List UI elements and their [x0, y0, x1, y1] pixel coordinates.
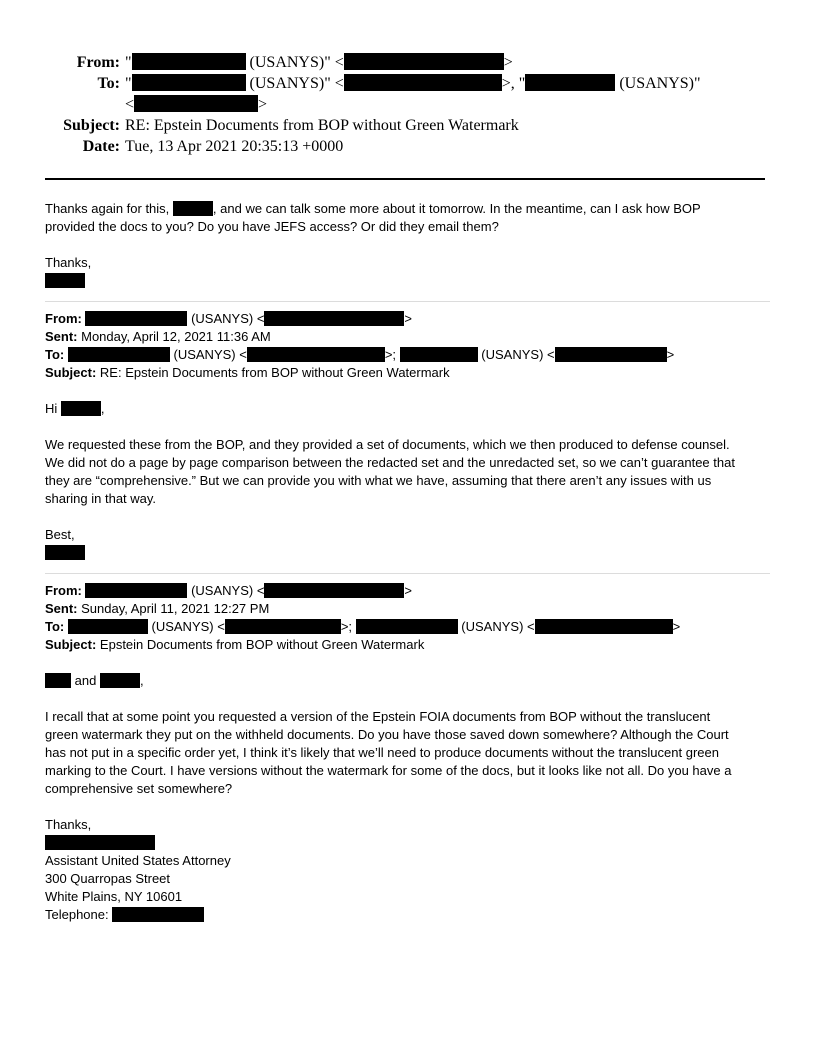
email-header: [45, 52, 775, 157]
message2-body-line: We did not do a page by page comparison between the redacted set and the unredacted set, so we can’t guarantee that: [45, 455, 735, 470]
header-subject-row: [45, 115, 775, 136]
header-from-row: From: " (USANYS)" < >: [45, 52, 775, 73]
signature-street: 300 Quarropas Street: [45, 871, 171, 886]
redaction: [344, 53, 504, 70]
signature-title: Assistant United States Attorney: [45, 853, 231, 868]
message2-greeting: Hi ,: [45, 401, 105, 416]
redaction: [132, 74, 246, 91]
message3-from: From: (USANYS) < >: [45, 583, 413, 598]
message3-signoff: Thanks,: [45, 817, 92, 832]
redaction: [45, 545, 85, 560]
message3-to: To: (USANYS) < >; (USANYS) < >: [45, 619, 681, 634]
header-to-label: To:: [97, 75, 120, 92]
redaction: [45, 835, 155, 850]
message-separator: [45, 573, 770, 574]
redaction: [45, 273, 85, 288]
header-from-suffix: (USANYS)" <: [249, 54, 344, 71]
message2-body-line: sharing in that way.: [45, 491, 157, 506]
redaction: [356, 619, 458, 634]
message3-subject: Subject: Epstein Documents from BOP without Green Watermark: [45, 637, 425, 652]
redaction: [525, 74, 615, 91]
message2-signoff: Best,: [45, 527, 75, 542]
message2-subject: Subject: RE: Epstein Documents from BOP without Green Watermark: [45, 365, 450, 380]
redaction: [247, 347, 385, 362]
message2-from: From: (USANYS) < >: [45, 311, 413, 326]
message3-body-line: I recall that at some point you requested a version of the Epstein FOIA documents from BOP without the translucent: [45, 709, 711, 724]
message1-signature: [45, 272, 770, 290]
header-divider: [45, 178, 765, 180]
header-date-label: Date:: [82, 138, 120, 155]
redaction: [225, 619, 341, 634]
header-subject-label: Subject:: [63, 117, 120, 134]
redaction: [68, 619, 148, 634]
redaction: [535, 619, 673, 634]
redaction: [134, 95, 258, 112]
message2-body-line: they are “comprehensive.” But we can provide you with what we have, assuming that there aren’t any issues with us: [45, 473, 712, 488]
redaction: [264, 311, 404, 326]
message3-sent: Sent: Sunday, April 11, 2021 12:27 PM: [45, 601, 270, 616]
redaction: [344, 74, 502, 91]
header-date: Tue, 13 Apr 2021 20:35:13 +0000: [125, 138, 344, 155]
message2-body-line: We requested these from the BOP, and they provided a set of documents, which we then produced to defense counsel.: [45, 437, 730, 452]
message3-body-line: green watermark they put on the withheld documents. Do you have those saved down somewhere? Although the Court: [45, 727, 729, 742]
redaction: [400, 347, 478, 362]
message2-signature: [45, 544, 770, 562]
redaction: [85, 583, 187, 598]
message3-signer-name: [45, 834, 770, 852]
message2-sent: Sent: Monday, April 12, 2021 11:36 AM: [45, 329, 271, 344]
redaction: [264, 583, 404, 598]
message3-greeting: and ,: [45, 672, 770, 690]
header-to-suffix: (USANYS)" <: [249, 75, 344, 92]
header-subject: RE: Epstein Documents from BOP without Green Watermark: [125, 117, 519, 134]
email-body: [45, 200, 770, 924]
header-from-label: From:: [76, 54, 120, 71]
signature-telephone: Telephone:: [45, 906, 770, 924]
redaction: [85, 311, 187, 326]
redaction: [45, 673, 71, 688]
redaction: [555, 347, 667, 362]
signature-city: White Plains, NY 10601: [45, 889, 183, 904]
redaction: [112, 907, 204, 922]
redaction: [100, 673, 140, 688]
header-to-second-suffix: (USANYS)": [619, 75, 701, 92]
redaction: [61, 401, 101, 416]
header-date-row: [45, 136, 775, 157]
message-separator: [45, 301, 770, 302]
header-to-row: To: " (USANYS)" < >, " (USANYS)" < >: [45, 73, 775, 115]
redaction: [173, 201, 213, 216]
message2-to: To: (USANYS) < >; (USANYS) < >: [45, 347, 675, 362]
redaction: [132, 53, 246, 70]
message3-body-line: has not put in a specific order yet, I think it’s likely that we’ll need to produce documents without the translucent green: [45, 745, 719, 760]
message3-body-line: comprehensive set somewhere?: [45, 781, 233, 796]
redaction: [68, 347, 170, 362]
message1-line2: provided the docs to you? Do you have JEFS access? Or did they email them?: [45, 219, 499, 234]
message1-line1: Thanks again for this, , and we can talk some more about it tomorrow. In the meantime, can I ask how BOP: [45, 201, 701, 216]
message1-signoff: Thanks,: [45, 255, 92, 270]
message3-body-line: marking to the Court. I have versions without the watermark for some of the docs, but it looks like not all. Do you have a: [45, 763, 732, 778]
